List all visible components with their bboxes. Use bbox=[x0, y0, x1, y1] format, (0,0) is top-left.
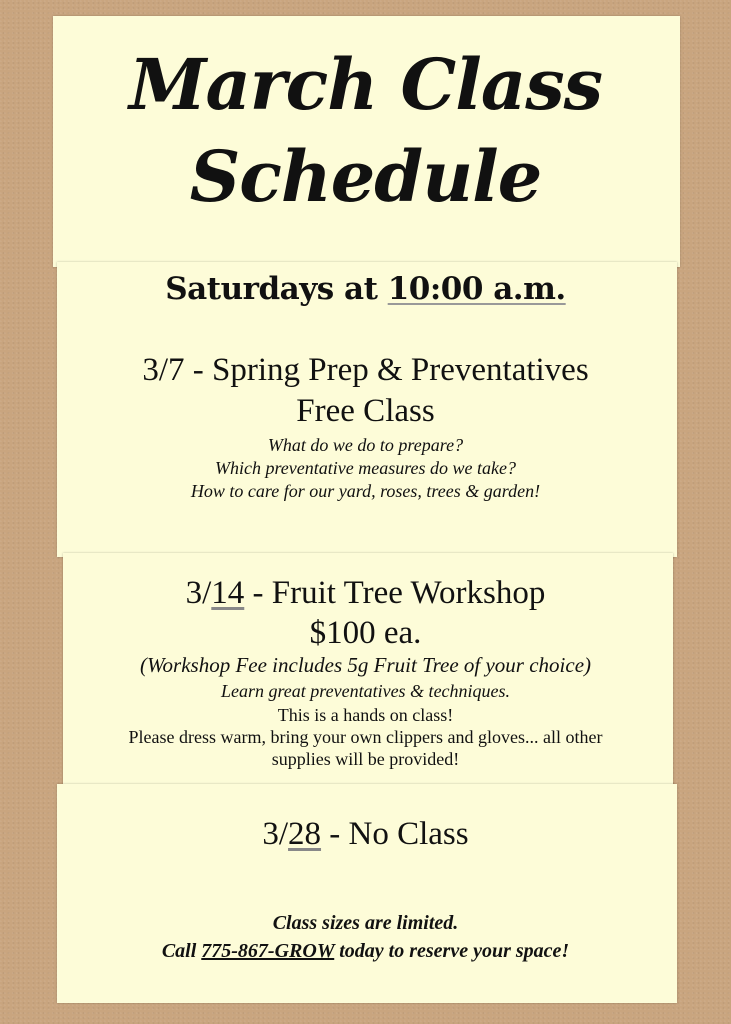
footer-class-size-note: Class sizes are limited. bbox=[272, 912, 459, 934]
class-1-heading bbox=[0, 350, 731, 390]
class-2-desc-1: Learn great preventatives & techniques. bbox=[220, 681, 511, 701]
phone-number-link[interactable]: 775-867-GROW bbox=[201, 940, 335, 962]
title-line-2: Schedule bbox=[189, 135, 542, 218]
class-1-date: 3/7 bbox=[142, 352, 185, 388]
footer-call-suffix: today to reserve your space! bbox=[334, 940, 570, 962]
class-2-date-month: 3/ bbox=[185, 575, 212, 611]
class-2-desc-3: Please dress warm, bring your own clippers and gloves... all other bbox=[128, 727, 603, 747]
class-1-desc-2: Which preventative measures do we take? bbox=[214, 458, 517, 478]
class-2-price: $100 ea. bbox=[309, 615, 422, 651]
class-2-title: - Fruit Tree Workshop bbox=[244, 575, 546, 611]
class-2-heading bbox=[0, 573, 731, 613]
class-1-price: Free Class bbox=[296, 393, 435, 429]
class-3-date-month: 3/ bbox=[262, 816, 289, 852]
class-3-title: - No Class bbox=[321, 816, 469, 852]
class-2-fee-note: (Workshop Fee includes 5g Fruit Tree of your choice) bbox=[139, 653, 592, 677]
class-2-desc-4: supplies will be provided! bbox=[271, 749, 460, 769]
footer-call-to-action bbox=[0, 936, 731, 966]
class-3-heading bbox=[0, 814, 731, 854]
schedule-time-value: 10:00 a.m. bbox=[387, 271, 566, 307]
class-2-desc-2: This is a hands on class! bbox=[277, 705, 454, 725]
title-line-1: March Class bbox=[128, 43, 603, 126]
class-1-desc-3: How to care for our yard, roses, trees & garden! bbox=[190, 481, 541, 501]
footer-call-prefix: Call bbox=[161, 940, 202, 962]
schedule-time-prefix: Saturdays at bbox=[165, 271, 388, 307]
class-1-desc-1: What do we do to prepare? bbox=[267, 435, 464, 455]
class-1-title: - Spring Prep & Preventatives bbox=[184, 352, 589, 388]
class-2-date-day: 14 bbox=[211, 575, 245, 611]
schedule-time bbox=[0, 271, 731, 307]
class-3-date-day: 28 bbox=[288, 816, 322, 852]
